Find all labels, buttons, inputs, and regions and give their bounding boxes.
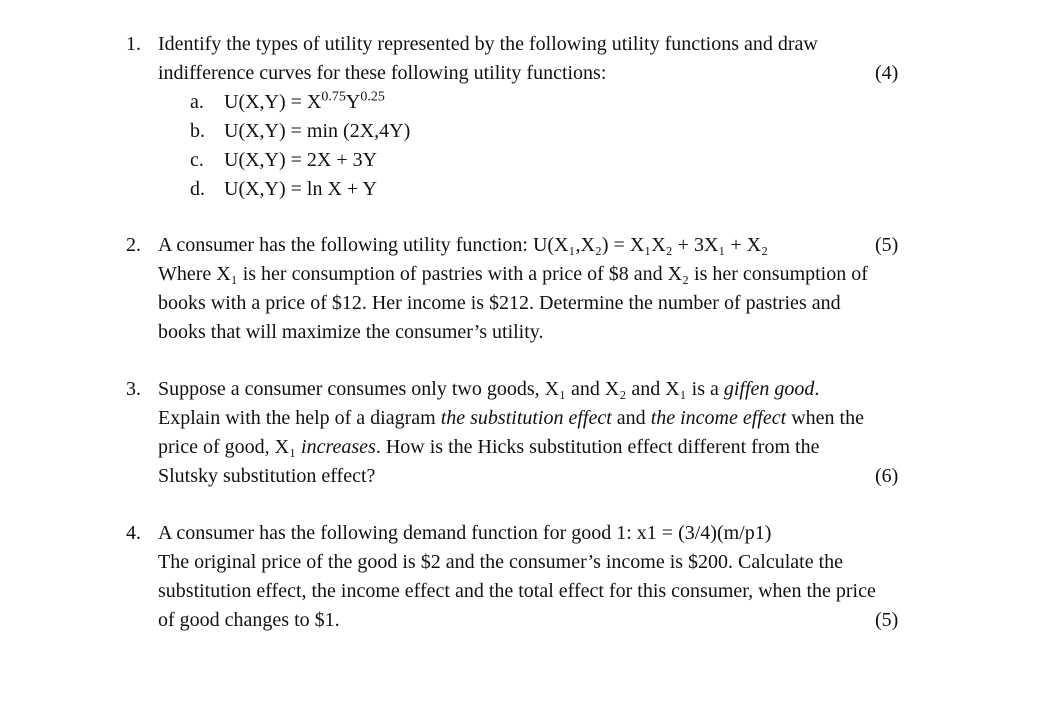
item-a-exponent-x: 0.75 [321,89,346,105]
question-3-marks: (6) [875,465,899,487]
question-3-line-4: Slutsky substitution effect? [158,465,376,487]
question-1-item-a [190,88,385,117]
emphasis-income-effect: the income effect [650,407,787,429]
text-run: . How is the Hicks substitution effect different from the [375,436,820,458]
item-letter: c. [190,149,204,171]
item-b-text: U(X,Y) = min (2X,4Y) [224,120,411,142]
text-run: Explain with the help of a diagram [158,407,441,429]
question-4-marks: (5) [875,609,899,631]
question-1-line-1: Identify the types of utility represented by the following utility functions and draw [158,33,818,55]
emphasis-increases: increases [301,436,376,458]
question-1-item-b [190,117,410,146]
item-letter: d. [190,178,205,200]
text-run: . [814,378,820,400]
item-a-exponent-y: 0.25 [360,89,385,105]
item-letter: a. [190,91,204,113]
item-letter: b. [190,120,205,142]
text-run: Suppose a consumer consumes only two goods, X₁ and X₂ and X₁ is a [158,378,724,400]
question-3-line-1 [158,375,819,404]
text-run: when the [786,407,864,429]
emphasis-giffen-good: giffen good [723,378,815,400]
question-3-number: 3. [126,378,141,400]
question-3-line-2 [158,404,864,433]
question-1-number: 1. [126,33,141,55]
question-1-marks: (4) [875,62,899,84]
question-2-marks: (5) [875,234,899,256]
question-1-line-2: indifference curves for these following utility functions: [158,62,607,84]
question-2-line-3: books with a price of $12. Her income is $212. Determine the number of pastries and [158,292,841,314]
question-4-line-2: The original price of the good is $2 and the consumer’s income is $200. Calculate the [158,551,844,573]
item-a-y: Y [345,91,361,113]
question-3-line-3 [158,433,819,462]
question-1-item-d [190,175,377,204]
text-run: price of good, X₁ [158,436,302,458]
question-2-line-2: Where X₁ is her consumption of pastries with a price of $8 and X₂ is her consumption of [158,263,868,285]
question-4-line-1: A consumer has the following demand function for good 1: x1 = (3/4)(m/p1) [158,522,772,544]
text-run: and [611,407,651,429]
question-4-line-3: substitution effect, the income effect and the total effect for this consumer, when the price [158,580,876,602]
question-4-number: 4. [126,522,141,544]
question-1-item-c [190,146,377,175]
question-2-number: 2. [126,234,141,256]
item-d-text: U(X,Y) = ln X + Y [224,178,377,200]
emphasis-substitution-effect: the substitution effect [440,407,612,429]
item-c-text: U(X,Y) = 2X + 3Y [224,149,378,171]
item-a-text: U(X,Y) = X [224,91,322,113]
question-4-line-4: of good changes to $1. [158,609,340,631]
question-2-line-1: A consumer has the following utility function: U(X₁,X₂) = X₁X₂ + 3X₁ + X₂ [158,234,769,256]
question-2-line-4: books that will maximize the consumer’s utility. [158,321,544,343]
